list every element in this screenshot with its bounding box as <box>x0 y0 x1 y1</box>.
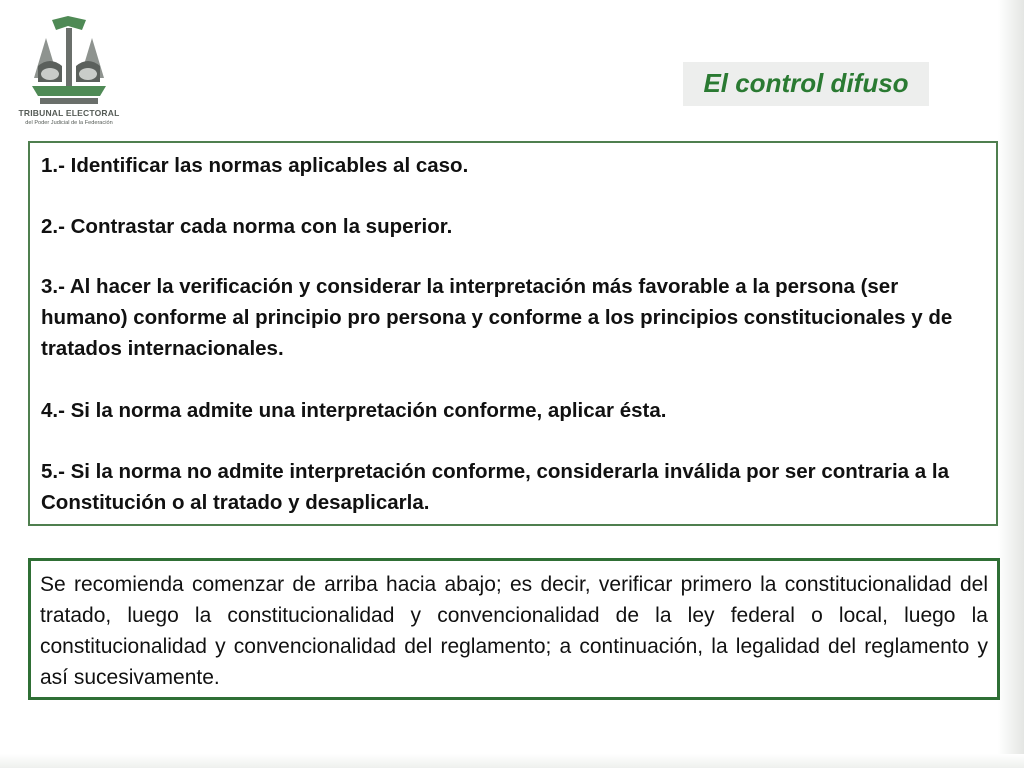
tribunal-logo <box>14 12 124 130</box>
steps-box <box>28 141 998 526</box>
recommendation-text: Se recomienda comenzar de arriba hacia abajo; es decir, verificar primero la constitucionalidad del tratado, luego la constitucionalidad y convencionalidad de la ley federal o local, luego la constitucionalidad y convencionalidad del reglamento; a continuación, la legalidad del reglamento y así sucesivamente. <box>40 573 988 689</box>
logo-org-name: TRIBUNAL ELECTORAL <box>18 108 120 118</box>
step-5: 5.- Si la norma no admite interpretación conforme, considerarla inválida por ser contraria a la Constitución o al tratado y desaplicarla. <box>41 460 949 514</box>
step-3: 3.- Al hacer la verificación y considerar la interpretación más favorable a la persona (ser humano) conforme al principio pro persona y conforme a los principios constitucionales y de tratados internacionales. <box>41 275 953 360</box>
logo-org-subtitle: del Poder Judicial de la Federación <box>25 120 113 126</box>
recommendation-box <box>28 558 1000 700</box>
bottom-band <box>0 754 1024 768</box>
title-box <box>683 62 929 106</box>
step-2: 2.- Contrastar cada norma con la superior. <box>41 215 453 238</box>
step-1: 1.- Identificar las normas aplicables al caso. <box>41 154 469 177</box>
page-title: El control difuso <box>703 68 909 98</box>
edge-shade <box>998 0 1024 768</box>
step-4: 4.- Si la norma admite una interpretación conforme, aplicar ésta. <box>41 399 667 422</box>
scales-of-justice-icon <box>28 16 110 108</box>
